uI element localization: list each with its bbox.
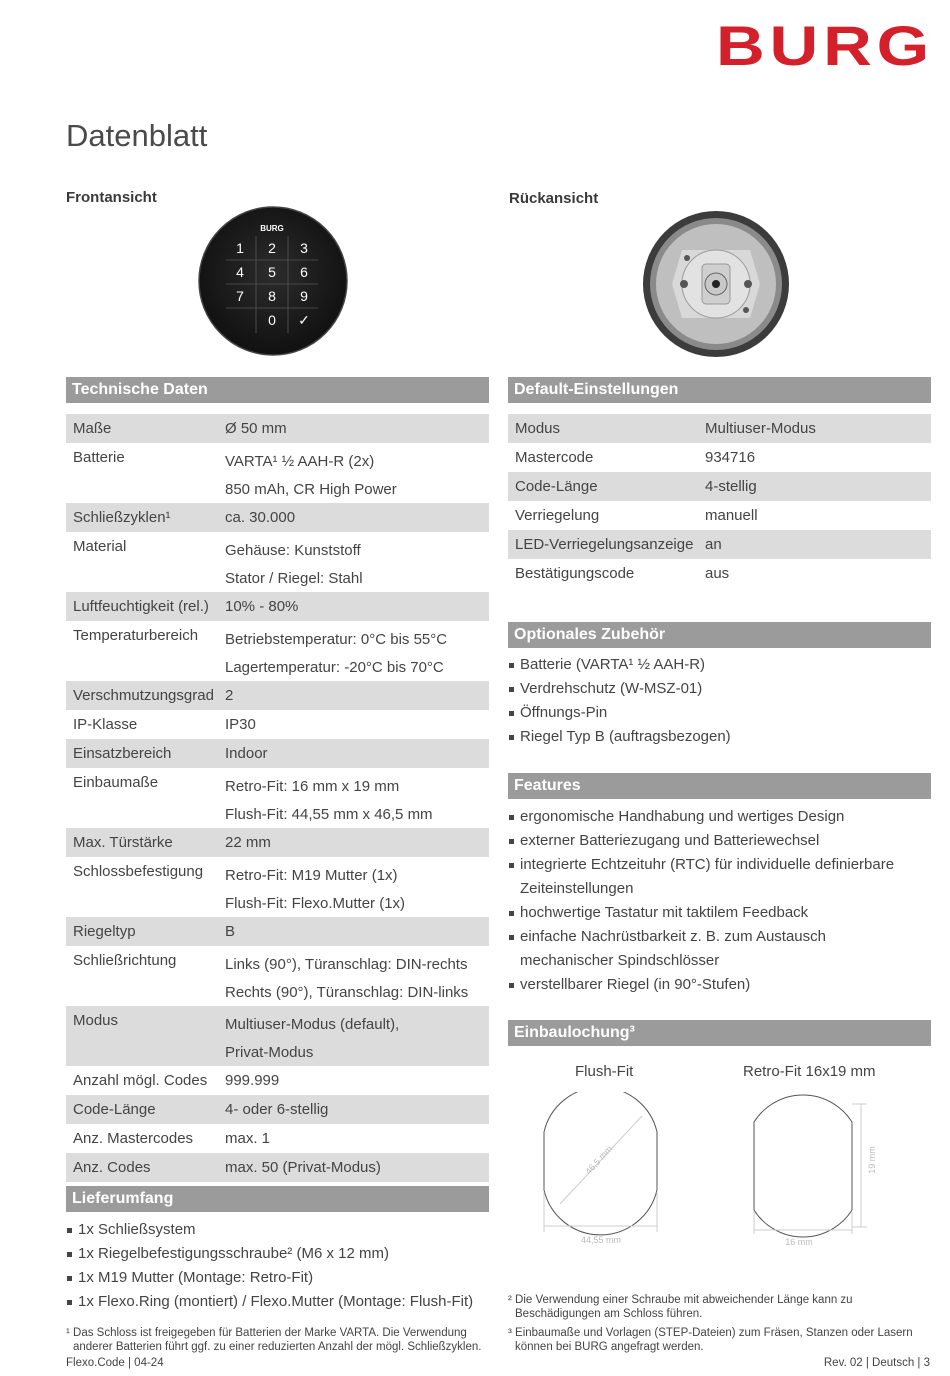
- footnote-2: ² Die Verwendung einer Schraube mit abweichender Länge kann zu Beschädigungen am Schloss führen.: [508, 1294, 853, 1320]
- cutout-heading: Einbaulochung³: [508, 1020, 931, 1046]
- tech-value: Multiuser-Modus (default),: [225, 1016, 400, 1033]
- tech-row: [66, 739, 489, 768]
- delivery-item: 1x M19 Mutter (Montage: Retro-Fit): [66, 1266, 489, 1290]
- defaults-row: [508, 472, 931, 501]
- tech-key: Modus: [73, 1012, 119, 1029]
- feature-item: [508, 853, 931, 901]
- svg-text:BURG: BURG: [716, 18, 934, 70]
- tech-row: [66, 1066, 489, 1095]
- svg-text:BURG: BURG: [260, 224, 284, 233]
- tech-heading: Technische Daten: [66, 377, 489, 403]
- tech-value: Gehäuse: Kunststoff: [225, 542, 361, 559]
- tech-value: max. 50 (Privat-Modus): [225, 1159, 381, 1176]
- defaults-key: Bestätigungscode: [515, 565, 635, 582]
- tech-value: VARTA¹ ½ AAH-R (2x): [225, 453, 375, 470]
- tech-value: Ø 50 mm: [225, 420, 287, 437]
- tech-row: [66, 1095, 489, 1124]
- tech-key: Anzahl mögl. Codes: [73, 1072, 208, 1089]
- defaults-value: Multiuser-Modus: [705, 420, 816, 437]
- tech-value: B: [225, 923, 236, 940]
- tech-row: [66, 681, 489, 710]
- feature-item-line: mechanischer Spindschlösser: [520, 952, 720, 969]
- defaults-row: [508, 501, 931, 530]
- features-heading: Features: [508, 773, 931, 799]
- tech-value: 4- oder 6-stellig: [225, 1101, 329, 1118]
- tech-key: Anz. Codes: [73, 1159, 151, 1176]
- tech-row: [66, 503, 489, 532]
- tech-value: IP30: [225, 716, 256, 733]
- tech-row: [66, 414, 489, 443]
- tech-value: max. 1: [225, 1130, 271, 1147]
- feature-item-line: externer Batteriezugang und Batteriewechsel: [520, 832, 820, 849]
- retro-fit-label: Retro-Fit 16x19 mm: [743, 1063, 876, 1080]
- flush-fit-drawing: [535, 1092, 675, 1252]
- footnote-3: ³ Einbaumaße und Vorlagen (STEP-Dateien) zum Fräsen, Stanzen oder Lasern können bei BURG angefragt werden.: [508, 1327, 913, 1353]
- tech-row: [66, 710, 489, 739]
- page-title: Datenblatt: [66, 118, 208, 153]
- defaults-key: Modus: [515, 420, 561, 437]
- tech-value: 850 mAh, CR High Power: [225, 481, 397, 498]
- burg-logo: [716, 18, 942, 70]
- key-9: 9: [300, 288, 308, 304]
- delivery-item: 1x Riegelbefestigungsschraube² (M6 x 12 mm): [66, 1242, 489, 1266]
- defaults-key: Code-Länge: [515, 478, 598, 495]
- retro-width-dim: 16 mm: [785, 1237, 813, 1247]
- key-check: ✓: [298, 312, 310, 328]
- delivery-list: [66, 1218, 489, 1314]
- tech-row: [66, 946, 489, 1006]
- accessory-item: Öffnungs-Pin: [508, 701, 931, 725]
- tech-value: Privat-Modus: [225, 1044, 314, 1061]
- tech-row: [66, 1153, 489, 1182]
- tech-key: Material: [73, 538, 127, 555]
- tech-value: Links (90°), Türanschlag: DIN-rechts: [225, 956, 468, 973]
- tech-key: Max. Türstärke: [73, 834, 173, 851]
- retro-fit-drawing: [745, 1092, 895, 1252]
- defaults-value: manuell: [705, 507, 758, 524]
- tech-row: [66, 917, 489, 946]
- accessory-item: Verdrehschutz (W-MSZ-01): [508, 677, 931, 701]
- tech-row: [66, 621, 489, 681]
- key-5: 5: [268, 264, 276, 280]
- tech-key: Batterie: [73, 449, 125, 466]
- tech-value: Lagertemperatur: -20°C bis 70°C: [225, 659, 444, 676]
- feature-item-line: ergonomische Handhabung und wertiges Design: [520, 808, 845, 825]
- tech-key: IP-Klasse: [73, 716, 138, 733]
- accessory-item: Batterie (VARTA¹ ½ AAH-R): [508, 653, 931, 677]
- tech-row: [66, 828, 489, 857]
- feature-item: [508, 925, 931, 973]
- accessories-list: [508, 653, 931, 749]
- tech-key: Luftfeuchtigkeit (rel.): [73, 598, 209, 615]
- defaults-key: Verriegelung: [515, 507, 600, 524]
- key-4: 4: [236, 264, 244, 280]
- tech-key: Maße: [73, 420, 112, 437]
- tech-row: [66, 1124, 489, 1153]
- defaults-row: [508, 530, 931, 559]
- feature-item-line: hochwertige Tastatur mit taktilem Feedback: [520, 904, 809, 921]
- tech-row: [66, 592, 489, 621]
- feature-item: [508, 805, 931, 829]
- tech-key: Riegeltyp: [73, 923, 136, 940]
- tech-value: 999.999: [225, 1072, 280, 1089]
- tech-key: Schließzyklen¹: [73, 509, 171, 526]
- tech-key: Einsatzbereich: [73, 745, 172, 762]
- tech-key: Code-Länge: [73, 1101, 156, 1118]
- defaults-value: an: [705, 536, 722, 553]
- tech-key: Schlossbefestigung: [73, 863, 204, 880]
- feature-item-line: einfache Nachrüstbarkeit z. B. zum Austausch: [520, 928, 826, 945]
- delivery-heading: Lieferumfang: [66, 1186, 489, 1212]
- tech-value: Betriebstemperatur: 0°C bis 55°C: [225, 631, 448, 648]
- defaults-key: LED-Verriegelungsanzeige: [515, 536, 694, 553]
- keypad-front-image: [198, 206, 348, 356]
- defaults-row: [508, 443, 931, 472]
- retro-height-dim: 19 mm: [867, 1146, 877, 1174]
- defaults-value: 934716: [705, 449, 756, 466]
- defaults-value: aus: [705, 565, 730, 582]
- tech-value: Stator / Riegel: Stahl: [225, 570, 363, 587]
- key-2: 2: [268, 240, 276, 256]
- flush-diagonal-dim: 46,5 mm: [583, 1143, 615, 1177]
- accessory-item: Riegel Typ B (auftragsbezogen): [508, 725, 931, 749]
- tech-row: [66, 1006, 489, 1066]
- tech-key: Anz. Mastercodes: [73, 1130, 194, 1147]
- flush-fit-label: Flush-Fit: [575, 1063, 634, 1080]
- delivery-item: 1x Flexo.Ring (montiert) / Flexo.Mutter (Montage: Flush-Fit): [66, 1290, 489, 1314]
- key-0: 0: [268, 312, 276, 328]
- tech-row: [66, 768, 489, 828]
- tech-key: Temperaturbereich: [73, 627, 199, 644]
- defaults-row: [508, 414, 931, 443]
- flush-width-dim: 44,55 mm: [580, 1235, 622, 1245]
- defaults-row: [508, 559, 931, 588]
- tech-value: Rechts (90°), Türanschlag: DIN-links: [225, 984, 469, 1001]
- tech-value: 22 mm: [225, 834, 271, 851]
- feature-item-line: Zeiteinstellungen: [520, 880, 634, 897]
- tech-value: ca. 30.000: [225, 509, 296, 526]
- footer-right: Rev. 02 | Deutsch | 3: [823, 1357, 930, 1369]
- defaults-key: Mastercode: [515, 449, 594, 466]
- feature-item-line: verstellbarer Riegel (in 90°-Stufen): [520, 976, 751, 993]
- accessories-heading: Optionales Zubehör: [508, 622, 931, 648]
- feature-item-line: integrierte Echtzeituhr (RTC) für individuelle definierbare: [520, 856, 895, 873]
- tech-key: Schließrichtung: [73, 952, 177, 969]
- feature-item: [508, 829, 931, 853]
- tech-value: Indoor: [225, 745, 268, 762]
- tech-row: [66, 532, 489, 592]
- defaults-heading: Default-Einstellungen: [508, 377, 931, 403]
- front-view-label: Frontansicht: [66, 189, 157, 206]
- tech-value: 2: [225, 687, 234, 704]
- tech-row: [66, 857, 489, 917]
- tech-row: [66, 443, 489, 503]
- tech-key: Einbaumaße: [73, 774, 159, 791]
- tech-value: 10% - 80%: [225, 598, 299, 615]
- tech-value: Flush-Fit: Flexo.Mutter (1x): [225, 895, 406, 912]
- tech-value: Retro-Fit: 16 mm x 19 mm: [225, 778, 400, 795]
- back-view-image: [642, 210, 790, 358]
- features-list: [508, 805, 931, 997]
- key-3: 3: [300, 240, 308, 256]
- key-1: 1: [236, 240, 244, 256]
- feature-item: [508, 973, 931, 997]
- defaults-value: 4-stellig: [705, 478, 757, 495]
- delivery-item: 1x Schließsystem: [66, 1218, 489, 1242]
- key-6: 6: [300, 264, 308, 280]
- key-8: 8: [268, 288, 276, 304]
- back-view-label: Rückansicht: [509, 190, 599, 207]
- key-7: 7: [236, 288, 244, 304]
- tech-table: [66, 414, 489, 1182]
- tech-key: Verschmutzungsgrad: [73, 687, 214, 704]
- footer-left: Flexo.Code | 04-24: [66, 1357, 164, 1369]
- tech-value: Flush-Fit: 44,55 mm x 46,5 mm: [225, 806, 433, 823]
- footnote-1: ¹ Das Schloss ist freigegeben für Batterien der Marke VARTA. Die Verwendung anderer Batterien führt ggf. zu einer reduzierten Anzahl der mögl. Schließzyklen.: [66, 1327, 482, 1353]
- feature-item: [508, 901, 931, 925]
- tech-value: Retro-Fit: M19 Mutter (1x): [225, 867, 398, 884]
- defaults-table: [508, 414, 931, 588]
